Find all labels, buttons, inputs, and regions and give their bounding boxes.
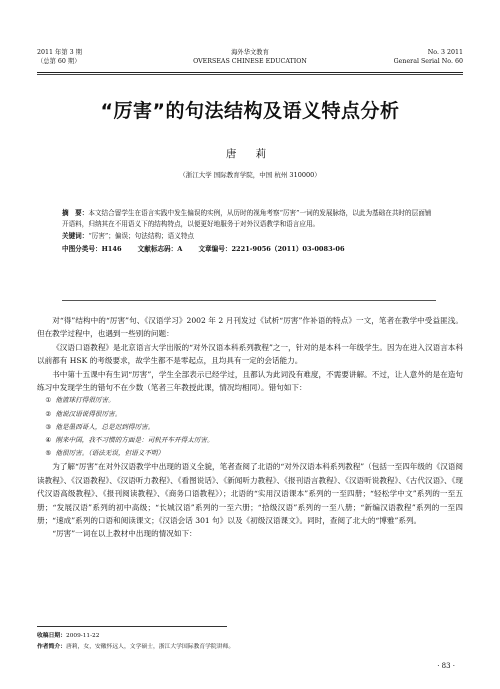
abstract-rule bbox=[62, 300, 436, 301]
article-number-value: 2221-9056（2011）03-0083-06 bbox=[231, 244, 345, 253]
bio-label: 作者简介： bbox=[37, 644, 66, 650]
error-number: ② bbox=[45, 409, 52, 418]
error-number: ④ bbox=[45, 436, 52, 445]
error-text: 他是墨西哥人，总是迟到得厉害。 bbox=[55, 422, 155, 431]
error-sentence bbox=[45, 421, 463, 434]
error-number: ③ bbox=[45, 422, 52, 431]
error-number: ⑤ bbox=[45, 449, 52, 458]
error-sentence bbox=[45, 408, 463, 421]
author-affiliation: （浙江大学 国际教育学院，中国 杭州 310000） bbox=[179, 171, 321, 179]
error-sentence bbox=[45, 394, 463, 407]
error-text: 他很厉害。（语法无误，但语义不明） bbox=[55, 449, 165, 458]
clc-code bbox=[62, 244, 122, 255]
body-paragraph-4: 为了解“厉害”在对外汉语教学中出现的语义全貌，笔者查阅了北语的“对外汉语本科系列教程”（包括一至四年级的《汉语阅读教程》、《汉语教程》、《汉语听力教程》、《看图说话》、《新闻听力教程》、《报刊语言教程》、《汉语听说教程》、《古代汉语》、《现代汉语高级教程》、《报刊阅读教程》、《商务口语教程》）；北语的“实用汉语课本”系列的一至四册；“轻松学中文”系列的一至五册；“发展汉语”系列的初中高级；“长城汉语”系列的一至六册；“拾级汉语”系列的一至八册；“新编汉语教程”系列的一至四册；“速成”系列的口语和阅读课文；《汉语会话 301 句》以及《初级汉语课文》。同时，查阅了北大的“博雅”系列。 bbox=[37, 462, 463, 526]
footnote-rule bbox=[37, 626, 227, 627]
error-text: 他说汉语说得很厉害。 bbox=[55, 409, 122, 418]
error-sentence-list bbox=[37, 394, 463, 460]
error-text: 他篮球打得很厉害。 bbox=[55, 396, 115, 405]
error-sentence bbox=[45, 447, 463, 460]
bio-text: 唐莉，女，安徽怀远人，文学硕士，浙江大学国际教育学院讲师。 bbox=[66, 644, 235, 650]
classification-line bbox=[62, 244, 436, 255]
serial-info bbox=[394, 48, 463, 66]
doc-value: A bbox=[177, 244, 183, 253]
body-paragraph-1: 对“得”结构中的“厉害”句、《汉语学习》2002 年 2 月刊发过《试析“厉害”作补语的特点》一文，笔者在教学中受益匪浅。但在教学过程中，也遇到一些别的问题： bbox=[37, 316, 463, 339]
journal-name-cn: 海外华文教育 bbox=[231, 49, 269, 56]
keywords-line bbox=[62, 231, 436, 242]
article-title: “厉害”的句法结构及语义特点分析 bbox=[100, 100, 400, 122]
error-sentence bbox=[45, 434, 463, 447]
journal-name-en: OVERSEAS CHINESE EDUCATION bbox=[193, 58, 307, 65]
issue-total-number: （总第 60 期） bbox=[37, 58, 81, 65]
article-number bbox=[198, 244, 344, 255]
page-number: · 83 · bbox=[437, 662, 455, 670]
keywords-text: “厉害”；偏误；句法结构；语义特点 bbox=[88, 232, 195, 241]
abstract-text: 本文结合留学生在语言实践中发生偏误的实例，从历时的视角考察“厉害”一词的发展脉络，以此为基础在共时的层面铺开语料，归纳其在不用语义下的结构特点，以便更好地服务于对外汉语教学和语言应用。 bbox=[62, 209, 432, 229]
body-paragraph-3: 书中第十五课中有生词“厉害”，学生全部表示已经学过，且都认为此词没有难度，不需要讲解。不过，让人意外的是在造句练习中发现学生的错句不在少数（笔者三年教授此课，情况均相同）。错句如下： bbox=[37, 369, 463, 393]
clc-label: 中图分类号： bbox=[62, 244, 102, 253]
keywords-label: 关键词： bbox=[62, 232, 89, 241]
clc-value: H146 bbox=[101, 244, 122, 253]
received-date: 2009-11-22 bbox=[66, 633, 100, 639]
article-number-label: 文章编号： bbox=[198, 244, 232, 253]
error-text: 刚来中国，我不习惯的方面是：司机开车开得太厉害。 bbox=[55, 436, 214, 445]
abstract-paragraph bbox=[62, 208, 436, 230]
abstract-block bbox=[62, 208, 436, 255]
author-bio-note bbox=[37, 643, 463, 652]
article-body bbox=[37, 314, 463, 541]
header-rule-thin bbox=[37, 74, 463, 75]
article-author: 唐 莉 bbox=[225, 148, 275, 160]
received-date-note bbox=[37, 632, 463, 641]
header-rule bbox=[37, 72, 463, 73]
body-paragraph-5: “厉害”一词在以上教材中出现的情况如下： bbox=[52, 529, 197, 539]
serial-issue: No. 3 2011 bbox=[427, 49, 463, 56]
doc-code bbox=[138, 244, 183, 255]
doc-label: 文献标志码： bbox=[137, 244, 178, 253]
serial-general: General Serial No. 60 bbox=[393, 58, 463, 65]
issue-year-number: 2011 年第 3 期 bbox=[37, 49, 82, 56]
body-paragraph-2: 《汉语口语教程》是北京语言大学出版的“对外汉语本科系列教程”之一，针对的是本科一年级学生。因为在进入汉语言本科以前都有 HSK 的考级要求，故学生都不是零起点，且均具有一定的会话能力。 bbox=[37, 342, 463, 366]
abstract-label: 摘 要： bbox=[62, 209, 89, 217]
error-number: ① bbox=[45, 396, 52, 405]
received-label: 收稿日期： bbox=[37, 633, 66, 639]
